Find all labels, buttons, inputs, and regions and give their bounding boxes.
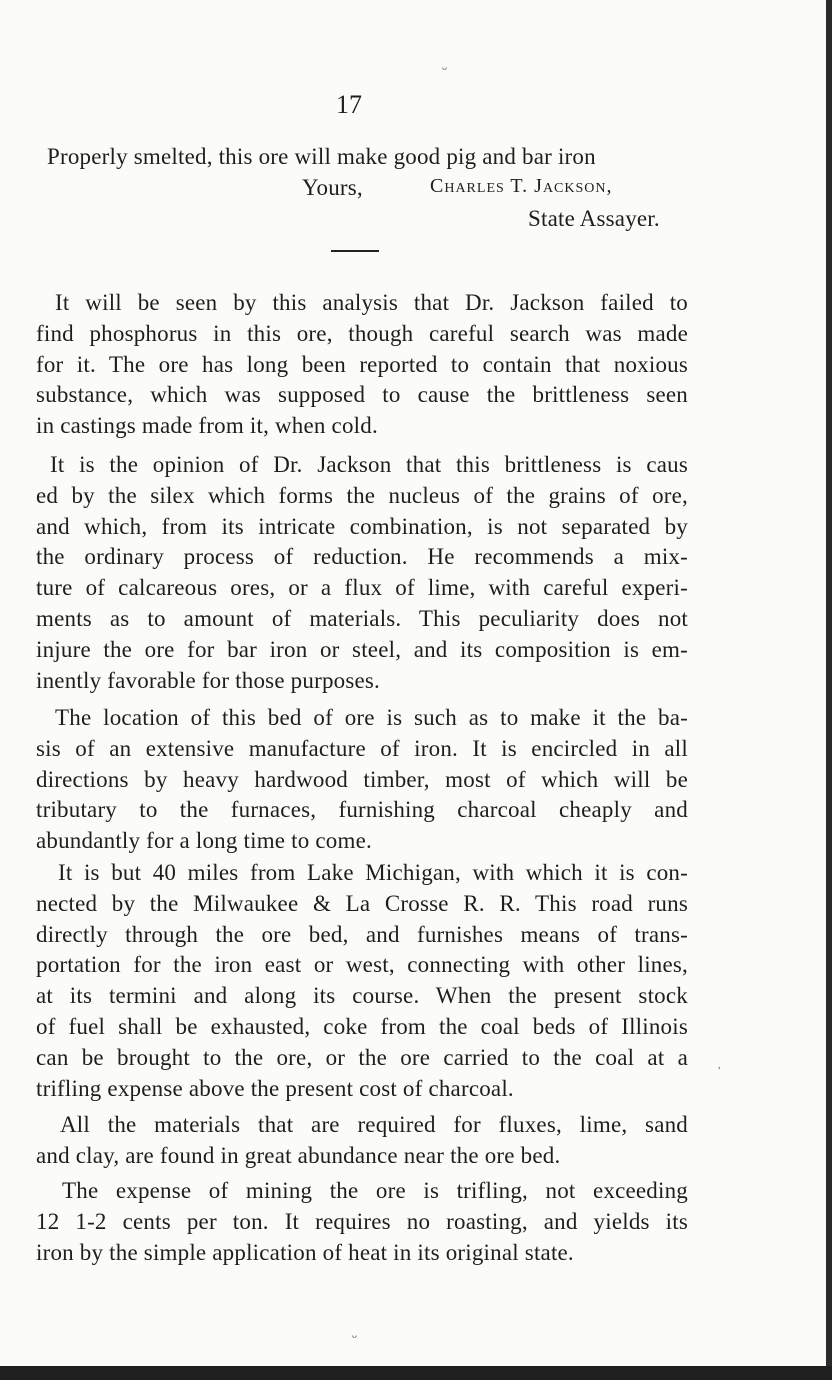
paragraph-line: trifling expense above the present cost of charcoal.: [36, 1076, 514, 1101]
paragraph-line: of fuel shall be exhausted, coke from the coal beds of Illinois: [36, 1014, 688, 1039]
letter-signature-title: State Assayer.: [528, 206, 660, 231]
paragraph-line: All the materials that are required for fluxes, lime, sand: [60, 1112, 688, 1137]
ink-speck-margin: ,: [718, 1060, 721, 1071]
paragraph-line: It will be seen by this analysis that Dr. Jackson failed to: [55, 290, 688, 315]
paragraph-line: and which, from its intricate combination, is not separated by: [36, 514, 688, 539]
paragraph-line: iron by the simple application of heat in its original state.: [36, 1240, 574, 1265]
paragraph-line: 12 1-2 cents per ton. It requires no roasting, and yields its: [36, 1209, 688, 1234]
paragraph-line: directions by heavy hardwood timber, most of which will be: [36, 767, 688, 792]
paragraph-line: It is the opinion of Dr. Jackson that this brittleness is caus: [50, 452, 688, 477]
paragraph-line: ments as to amount of materials. This peculiarity does not: [36, 606, 688, 631]
ink-speck-bottom: ᴗ: [352, 1330, 357, 1341]
letter-signature: Charles T. Jackson,: [430, 175, 613, 197]
paragraph-line: can be brought to the ore, or the ore carried to the coal at a: [36, 1045, 688, 1070]
paragraph-line: inently favorable for those purposes.: [36, 668, 380, 693]
section-rule: [331, 250, 379, 252]
paragraph-line: It is but 40 miles from Lake Michigan, with which it is con-: [58, 860, 688, 885]
paragraph-line: for it. The ore has long been reported to contain that noxious: [36, 352, 688, 377]
letter-closing: Yours,: [302, 175, 363, 200]
ink-speck-top: ᴗ: [442, 62, 447, 73]
paragraph-line: The location of this bed of ore is such as to make it the ba-: [55, 705, 688, 730]
paragraph-line: in castings made from it, when cold.: [36, 413, 378, 438]
page-edge-shadow: [826, 0, 832, 1380]
paragraph-line: sis of an extensive manufacture of iron. It is encircled in all: [36, 736, 688, 761]
paragraph-line: directly through the ore bed, and furnishes means of trans-: [36, 922, 688, 947]
paragraph-line: injure the ore for bar iron or steel, and its composition is em-: [36, 637, 688, 662]
paragraph-line: and clay, are found in great abundance near the ore bed.: [36, 1143, 561, 1168]
paragraph-line: abundantly for a long time to come.: [36, 828, 372, 853]
paragraph-line: at its termini and along its course. When the present stock: [36, 983, 688, 1008]
letter-line: Properly smelted, this ore will make good pig and bar iron: [47, 144, 596, 169]
paragraph-line: The expense of mining the ore is trifling, not exceeding: [62, 1178, 688, 1203]
paragraph-line: ture of calcareous ores, or a flux of lime, with careful experi-: [36, 575, 688, 600]
paragraph-line: the ordinary process of reduction. He recommends a mix-: [36, 544, 688, 569]
paragraph-line: find phosphorus in this ore, though careful search was made: [36, 321, 688, 346]
paragraph-line: portation for the iron east or west, connecting with other lines,: [36, 952, 688, 977]
paragraph-line: substance, which was supposed to cause the brittleness seen: [36, 382, 688, 407]
paragraph-line: nected by the Milwaukee & La Crosse R. R. This road runs: [36, 891, 688, 916]
paragraph-line: ed by the silex which forms the nucleus of the grains of ore,: [36, 483, 688, 508]
page-bottom-shadow: [0, 1366, 832, 1380]
paragraph-line: tributary to the furnaces, furnishing charcoal cheaply and: [36, 797, 688, 822]
page-number: 17: [336, 90, 362, 119]
